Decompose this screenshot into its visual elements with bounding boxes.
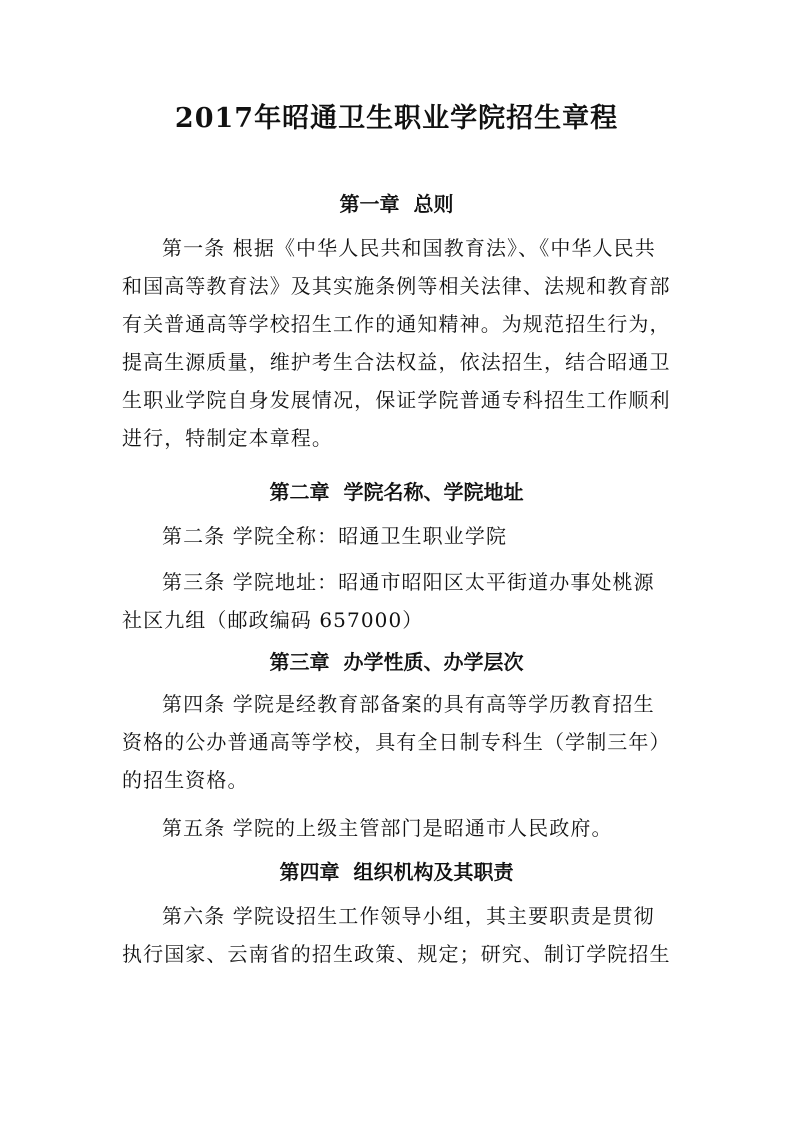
chapter-1-heading: 第一章 总则	[339, 192, 454, 216]
article-1-line-6: 进行，特制定本章程。	[122, 426, 333, 450]
article-4-line-1: 第四条 学院是经教育部备案的具有高等学历教育招生	[162, 692, 655, 716]
article-1-line-4: 提高生源质量，维护考生合法权益，依法招生，结合昭通卫	[122, 350, 671, 374]
article-4-line-3: 的招生资格。	[122, 768, 249, 792]
chapter-4-heading: 第四章 组织机构及其职责	[279, 860, 514, 884]
article-1-line-2: 和国高等教育法》及其实施条例等相关法律、法规和教育部	[122, 274, 671, 298]
article-1-line-3: 有关普通高等学校招生工作的通知精神。为规范招生行为，	[122, 312, 671, 336]
article-3-line-1: 第三条 学院地址：昭通市昭阳区太平街道办事处桃源	[162, 570, 655, 594]
article-6-line-1: 第六条 学院设招生工作领导小组，其主要职责是贯彻	[162, 904, 655, 928]
article-1-line-5: 生职业学院自身发展情况，保证学院普通专科招生工作顺利	[122, 388, 671, 412]
article-1-line-1: 第一条 根据《中华人民共和国教育法》、《中华人民共	[162, 236, 656, 260]
article-4-line-2: 资格的公办普通高等学校，具有全日制专科生（学制三年）	[122, 730, 671, 754]
article-2-line-1: 第二条 学院全称：昭通卫生职业学院	[162, 524, 508, 548]
article-5-line-1: 第五条 学院的上级主管部门是昭通市人民政府。	[162, 816, 613, 840]
chapter-3-heading: 第三章 办学性质、办学层次	[269, 650, 524, 674]
article-3-line-2: 社区九组（邮政编码 657000）	[122, 608, 424, 632]
document-title: 2017年昭通卫生职业学院招生章程	[174, 103, 619, 134]
article-6-line-2: 执行国家、云南省的招生政策、规定；研究、制订学院招生	[122, 942, 671, 966]
chapter-2-heading: 第二章 学院名称、学院地址	[269, 480, 524, 504]
